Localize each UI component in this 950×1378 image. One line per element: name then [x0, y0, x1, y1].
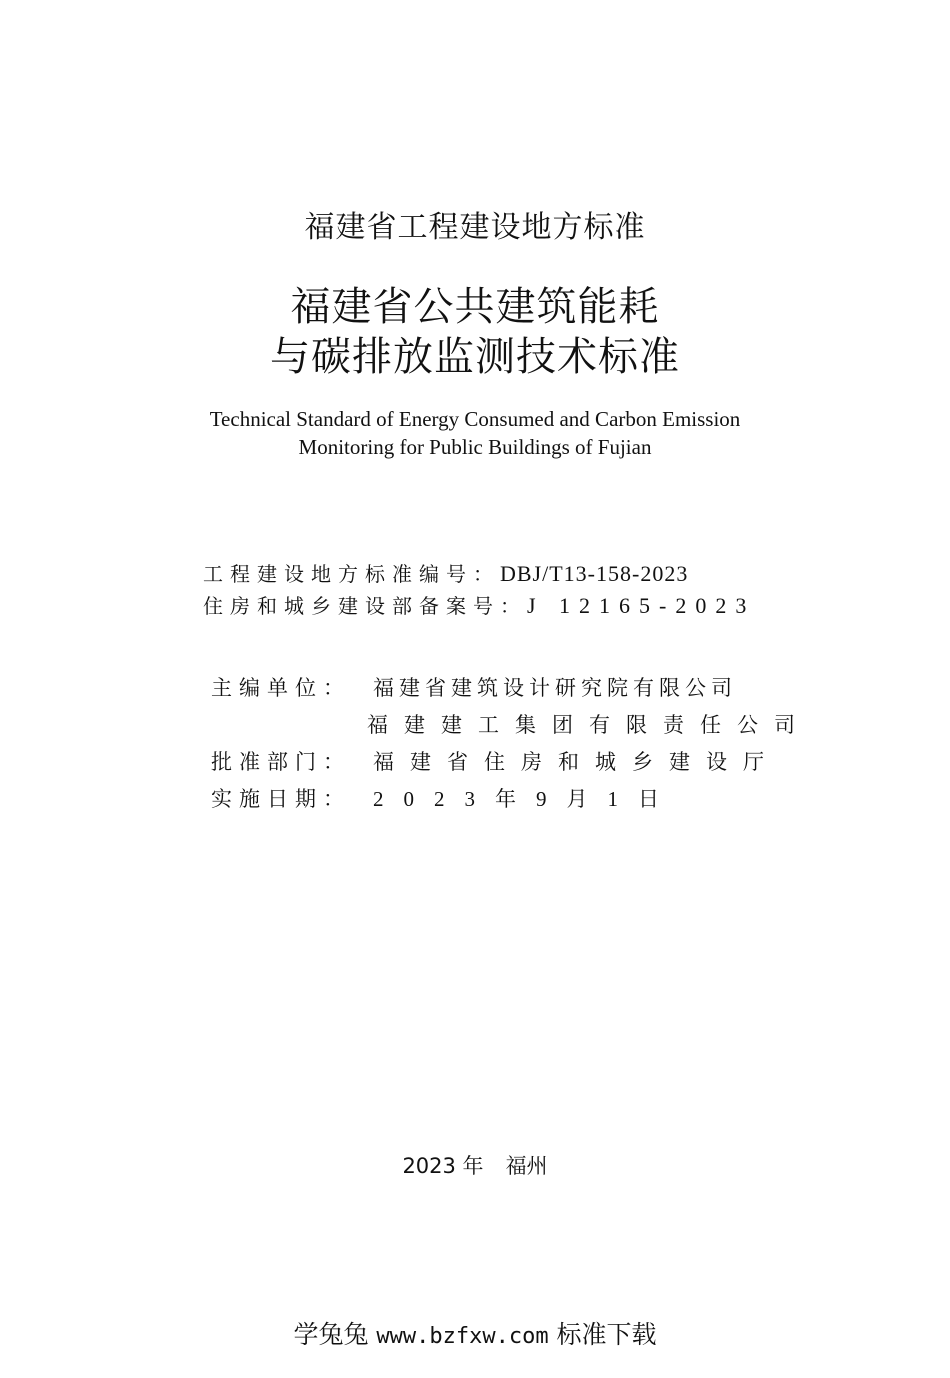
date-value: 2023年9月1日 [373, 787, 679, 811]
title-line-1: 福建省公共建筑能耗 [290, 284, 660, 330]
title-line-2: 与碳排放监测技术标准 [270, 334, 680, 380]
standard-number-row [203, 558, 803, 590]
date-label: 实施日期： [211, 787, 351, 811]
editor-label: 主编单位： [211, 676, 351, 700]
publication-imprint [0, 1151, 950, 1181]
editor-row-2 [211, 707, 811, 744]
standard-number-value: DBJ/T13-158-2023 [500, 561, 689, 586]
english-title-line-1: Technical Standard of Energy Consumed and Carbon Emission [209, 407, 741, 431]
record-number-row [203, 590, 803, 622]
english-title [0, 405, 950, 461]
approver-row [211, 744, 811, 781]
imprint-city: 福州 [505, 1154, 548, 1178]
record-number-label: 住房和城乡建设部备案号： [203, 594, 527, 618]
record-number-value: J 12165-2023 [527, 593, 756, 618]
editor-label-spacer [211, 707, 367, 744]
watermark-url[interactable]: www.bzfxw.com [376, 1324, 549, 1349]
editor-unit-1: 福建省建筑设计研究院有限公司 [373, 676, 737, 700]
standard-series: 福建省工程建设地方标准 [304, 210, 646, 245]
watermark-site-name: 学兔兔 [293, 1320, 369, 1349]
editor-unit-2: 福建建工集团有限责任公司 [367, 713, 811, 737]
english-title-line-2: Monitoring for Public Buildings of Fujian [298, 435, 652, 459]
standard-codes [203, 558, 803, 622]
watermark-suffix: 标准下载 [556, 1320, 657, 1349]
publication-info [211, 670, 811, 818]
watermark [0, 1318, 950, 1354]
editor-row [211, 670, 811, 707]
date-row [211, 781, 811, 818]
approver-value: 福建省住房和城乡建设厅 [373, 750, 780, 774]
imprint-year: 2023 年 [402, 1154, 484, 1178]
approver-label: 批准部门： [211, 750, 351, 774]
standard-number-label: 工程建设地方标准编号： [203, 562, 500, 586]
document-title [0, 282, 950, 382]
